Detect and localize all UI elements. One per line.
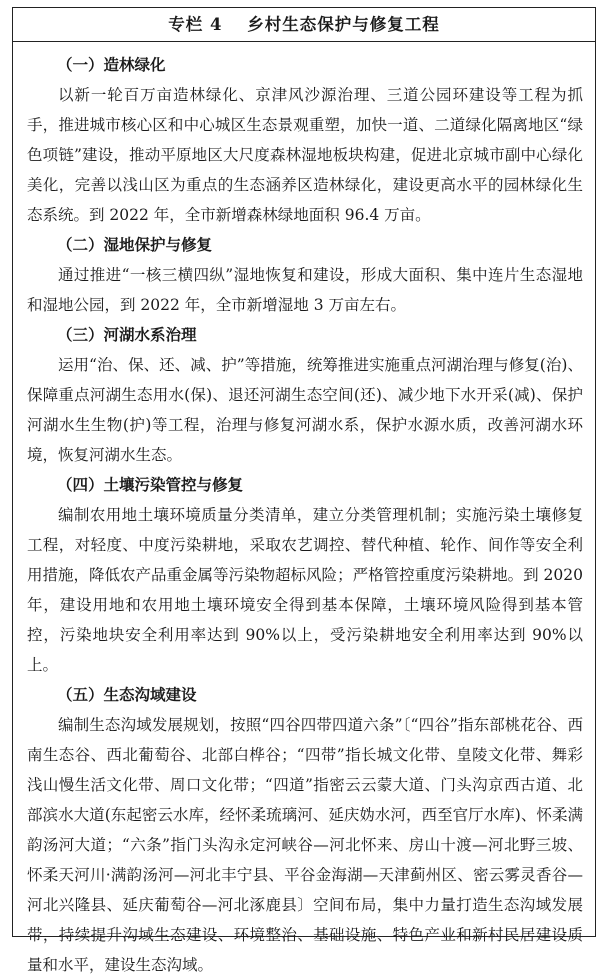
section-paragraph: 运用“治、保、还、减、护”等措施，统筹推进实施重点河湖治理与修复(治)、保障重点河湖生态用水(保)、退还河湖生态空间(还)、减少地下水开采(减)、保护河湖水生生物(护)等工程，治理与修复河湖水系，保护水源水质，改善河湖水环境，恢复河湖水生态。 <box>27 356 583 464</box>
section-paragraph: 编制农用地土壤环境质量分类清单，建立分类管理机制；实施污染土壤修复工程，对轻度、中度污染耕地，采取农艺调控、替代种植、轮作、间作等安全利用措施，降低农产品重金属等污染物超标风险；严格管控重度污染耕地。到 2020 年，建设用地和农用地土壤环境安全得到基本保障，土壤环境风险得到基本管控，污染地块安全利用率达到 90%以上，受污染耕地安全利用率达到 90%以上。 <box>27 506 583 674</box>
section-valleys <box>27 680 583 980</box>
section-heading: （三）河湖水系治理 <box>57 326 197 344</box>
section-heading: （一）造林绿化 <box>57 56 166 74</box>
column-content <box>13 42 595 980</box>
section-heading: （二）湿地保护与修复 <box>57 236 213 254</box>
section-heading: （四）土壤污染管控与修复 <box>57 476 244 494</box>
section-paragraph: 通过推进“一核三横四纵”湿地恢复和建设，形成大面积、集中连片生态湿地和湿地公园，到 2022 年，全市新增湿地 3 万亩左右。 <box>27 266 583 314</box>
section-wetland <box>27 230 583 320</box>
section-soil <box>27 470 583 680</box>
section-afforestation <box>27 50 583 230</box>
column-title: 乡村生态保护与修复工程 <box>247 15 440 34</box>
section-paragraph: 以新一轮百万亩造林绿化、京津风沙源治理、三道公园环建设等工程为抓手，推进城市核心区和中心城区生态景观重塑，加快一道、二道绿化隔离地区“绿色项链”建设，推动平原地区大尺度森林湿地板块构建，促进北京城市副中心绿化美化，完善以浅山区为重点的生态涵养区造林绿化，建设更高水平的园林绿化生态系统。到 2022 年，全市新增森林绿地面积 96.4 万亩。 <box>27 86 583 224</box>
column-title-bar <box>13 8 595 42</box>
section-heading: （五）生态沟域建设 <box>57 686 197 704</box>
section-rivers-lakes <box>27 320 583 470</box>
column-box <box>12 7 596 974</box>
column-label: 专栏 4 <box>168 15 223 34</box>
section-paragraph: 编制生态沟域发展规划，按照“四谷四带四道六条”〔“四谷”指东部桃花谷、西南生态谷、西北葡萄谷、北部白桦谷；“四带”指长城文化带、皇陵文化带、舞彩浅山慢生活文化带、周口文化带；“四道”指密云云蒙大道、门头沟京西古道、北部滨水大道(东起密云水库，经怀柔琉璃河、延庆妫水河，西至官厅水库)、怀柔满韵汤河大道；“六条”指门头沟永定河峡谷—河北怀来、房山十渡—河北野三坡、怀柔天河川·满韵汤河—河北丰宁县、平谷金海湖—天津蓟州区、密云雾灵香谷—河北兴隆县、延庆葡萄谷—河北涿鹿县〕空间布局，集中力量打造生态沟域发展带，持续提升沟域生态建设、环境整治、基础设施、特色产业和新村民居建设质量和水平，建设生态沟域。 <box>27 716 583 974</box>
